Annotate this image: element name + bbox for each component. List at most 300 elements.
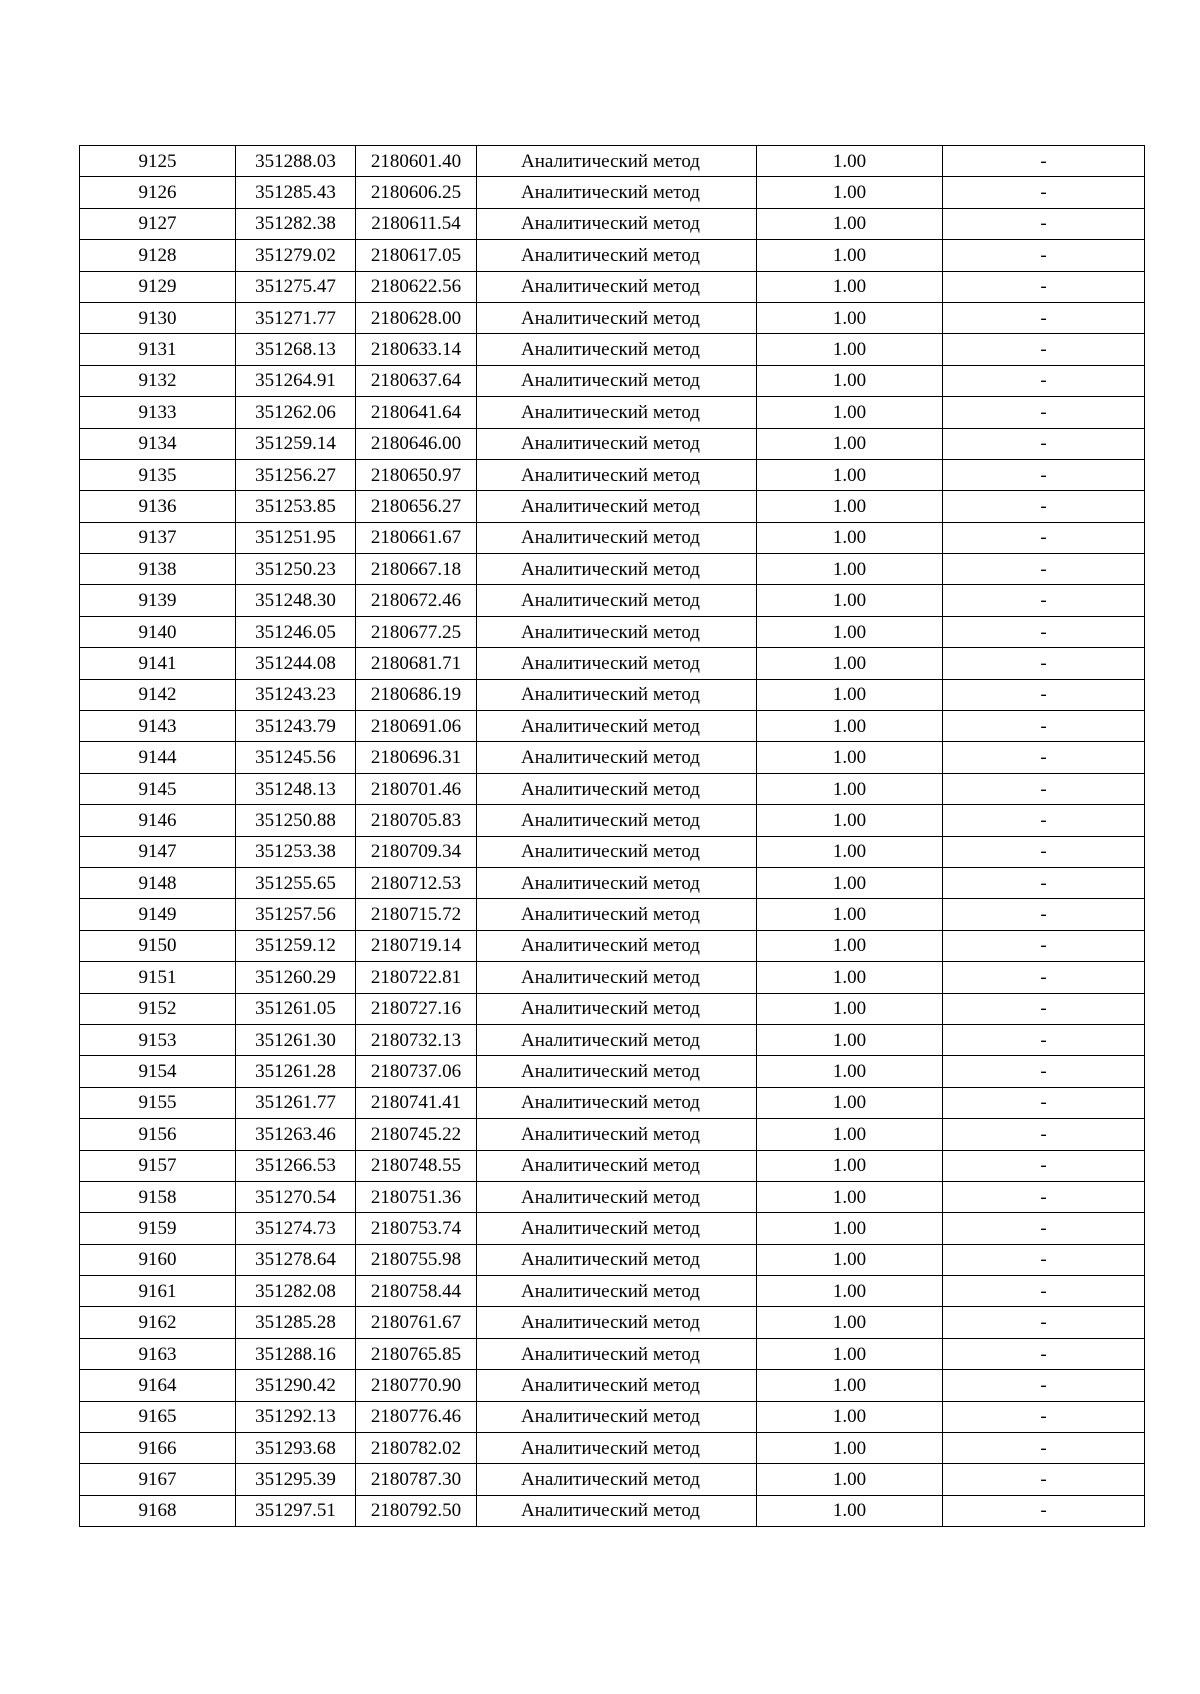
accuracy-cell: 1.00 xyxy=(757,491,943,522)
x-coordinate-cell: 351278.64 xyxy=(236,1244,356,1275)
point-number-cell: 9156 xyxy=(80,1119,236,1150)
description-cell: - xyxy=(943,1181,1145,1212)
y-coordinate-cell: 2180755.98 xyxy=(356,1244,477,1275)
x-coordinate-cell: 351285.43 xyxy=(236,177,356,208)
description-cell: - xyxy=(943,679,1145,710)
method-cell: Аналитический метод xyxy=(477,397,757,428)
accuracy-cell: 1.00 xyxy=(757,805,943,836)
x-coordinate-cell: 351250.88 xyxy=(236,805,356,836)
method-cell: Аналитический метод xyxy=(477,616,757,647)
method-cell: Аналитический метод xyxy=(477,1181,757,1212)
x-coordinate-cell: 351255.65 xyxy=(236,867,356,898)
table-row xyxy=(80,522,1145,553)
point-number-cell: 9143 xyxy=(80,711,236,742)
point-number-cell: 9129 xyxy=(80,271,236,302)
table-row xyxy=(80,899,1145,930)
description-cell: - xyxy=(943,491,1145,522)
x-coordinate-cell: 351248.13 xyxy=(236,773,356,804)
accuracy-cell: 1.00 xyxy=(757,648,943,679)
x-coordinate-cell: 351292.13 xyxy=(236,1401,356,1432)
y-coordinate-cell: 2180681.71 xyxy=(356,648,477,679)
method-cell: Аналитический метод xyxy=(477,428,757,459)
point-number-cell: 9164 xyxy=(80,1370,236,1401)
x-coordinate-cell: 351259.14 xyxy=(236,428,356,459)
accuracy-cell: 1.00 xyxy=(757,1338,943,1369)
description-cell: - xyxy=(943,648,1145,679)
method-cell: Аналитический метод xyxy=(477,208,757,239)
y-coordinate-cell: 2180696.31 xyxy=(356,742,477,773)
description-cell: - xyxy=(943,1150,1145,1181)
accuracy-cell: 1.00 xyxy=(757,1119,943,1150)
table-row xyxy=(80,836,1145,867)
accuracy-cell: 1.00 xyxy=(757,302,943,333)
accuracy-cell: 1.00 xyxy=(757,554,943,585)
method-cell: Аналитический метод xyxy=(477,1213,757,1244)
accuracy-cell: 1.00 xyxy=(757,585,943,616)
y-coordinate-cell: 2180712.53 xyxy=(356,867,477,898)
description-cell: - xyxy=(943,1433,1145,1464)
method-cell: Аналитический метод xyxy=(477,805,757,836)
method-cell: Аналитический метод xyxy=(477,554,757,585)
x-coordinate-cell: 351253.38 xyxy=(236,836,356,867)
x-coordinate-cell: 351261.05 xyxy=(236,993,356,1024)
description-cell: - xyxy=(943,993,1145,1024)
accuracy-cell: 1.00 xyxy=(757,334,943,365)
description-cell: - xyxy=(943,805,1145,836)
table-row xyxy=(80,302,1145,333)
point-number-cell: 9151 xyxy=(80,962,236,993)
x-coordinate-cell: 351259.12 xyxy=(236,930,356,961)
method-cell: Аналитический метод xyxy=(477,679,757,710)
x-coordinate-cell: 351253.85 xyxy=(236,491,356,522)
accuracy-cell: 1.00 xyxy=(757,1276,943,1307)
point-number-cell: 9159 xyxy=(80,1213,236,1244)
method-cell: Аналитический метод xyxy=(477,1244,757,1275)
method-cell: Аналитический метод xyxy=(477,1276,757,1307)
y-coordinate-cell: 2180701.46 xyxy=(356,773,477,804)
table-row xyxy=(80,805,1145,836)
x-coordinate-cell: 351274.73 xyxy=(236,1213,356,1244)
description-cell: - xyxy=(943,1244,1145,1275)
accuracy-cell: 1.00 xyxy=(757,962,943,993)
point-number-cell: 9137 xyxy=(80,522,236,553)
method-cell: Аналитический метод xyxy=(477,1087,757,1118)
point-number-cell: 9148 xyxy=(80,867,236,898)
description-cell: - xyxy=(943,742,1145,773)
description-cell: - xyxy=(943,1056,1145,1087)
method-cell: Аналитический метод xyxy=(477,365,757,396)
accuracy-cell: 1.00 xyxy=(757,616,943,647)
y-coordinate-cell: 2180606.25 xyxy=(356,177,477,208)
y-coordinate-cell: 2180667.18 xyxy=(356,554,477,585)
accuracy-cell: 1.00 xyxy=(757,899,943,930)
description-cell: - xyxy=(943,1276,1145,1307)
accuracy-cell: 1.00 xyxy=(757,1401,943,1432)
table-row xyxy=(80,1024,1145,1055)
accuracy-cell: 1.00 xyxy=(757,459,943,490)
y-coordinate-cell: 2180601.40 xyxy=(356,146,477,177)
table-row xyxy=(80,1464,1145,1495)
description-cell: - xyxy=(943,1119,1145,1150)
method-cell: Аналитический метод xyxy=(477,1433,757,1464)
point-number-cell: 9165 xyxy=(80,1401,236,1432)
accuracy-cell: 1.00 xyxy=(757,930,943,961)
accuracy-cell: 1.00 xyxy=(757,1181,943,1212)
point-number-cell: 9144 xyxy=(80,742,236,773)
point-number-cell: 9163 xyxy=(80,1338,236,1369)
point-number-cell: 9125 xyxy=(80,146,236,177)
y-coordinate-cell: 2180719.14 xyxy=(356,930,477,961)
accuracy-cell: 1.00 xyxy=(757,1024,943,1055)
accuracy-cell: 1.00 xyxy=(757,1087,943,1118)
method-cell: Аналитический метод xyxy=(477,1401,757,1432)
y-coordinate-cell: 2180770.90 xyxy=(356,1370,477,1401)
method-cell: Аналитический метод xyxy=(477,302,757,333)
point-number-cell: 9134 xyxy=(80,428,236,459)
point-number-cell: 9140 xyxy=(80,616,236,647)
x-coordinate-cell: 351290.42 xyxy=(236,1370,356,1401)
table-row xyxy=(80,240,1145,271)
table-row xyxy=(80,334,1145,365)
accuracy-cell: 1.00 xyxy=(757,1244,943,1275)
point-number-cell: 9135 xyxy=(80,459,236,490)
description-cell: - xyxy=(943,1087,1145,1118)
y-coordinate-cell: 2180758.44 xyxy=(356,1276,477,1307)
point-number-cell: 9166 xyxy=(80,1433,236,1464)
accuracy-cell: 1.00 xyxy=(757,522,943,553)
y-coordinate-cell: 2180765.85 xyxy=(356,1338,477,1369)
x-coordinate-cell: 351244.08 xyxy=(236,648,356,679)
x-coordinate-cell: 351268.13 xyxy=(236,334,356,365)
table-row xyxy=(80,554,1145,585)
accuracy-cell: 1.00 xyxy=(757,146,943,177)
y-coordinate-cell: 2180650.97 xyxy=(356,459,477,490)
method-cell: Аналитический метод xyxy=(477,1464,757,1495)
point-number-cell: 9131 xyxy=(80,334,236,365)
point-number-cell: 9158 xyxy=(80,1181,236,1212)
description-cell: - xyxy=(943,867,1145,898)
x-coordinate-cell: 351261.77 xyxy=(236,1087,356,1118)
description-cell: - xyxy=(943,428,1145,459)
table-row xyxy=(80,1150,1145,1181)
method-cell: Аналитический метод xyxy=(477,585,757,616)
method-cell: Аналитический метод xyxy=(477,773,757,804)
y-coordinate-cell: 2180686.19 xyxy=(356,679,477,710)
method-cell: Аналитический метод xyxy=(477,240,757,271)
description-cell: - xyxy=(943,1401,1145,1432)
description-cell: - xyxy=(943,585,1145,616)
point-number-cell: 9139 xyxy=(80,585,236,616)
method-cell: Аналитический метод xyxy=(477,1024,757,1055)
y-coordinate-cell: 2180705.83 xyxy=(356,805,477,836)
point-number-cell: 9153 xyxy=(80,1024,236,1055)
table-row xyxy=(80,1307,1145,1338)
y-coordinate-cell: 2180741.41 xyxy=(356,1087,477,1118)
y-coordinate-cell: 2180637.64 xyxy=(356,365,477,396)
description-cell: - xyxy=(943,522,1145,553)
table-row xyxy=(80,397,1145,428)
description-cell: - xyxy=(943,836,1145,867)
description-cell: - xyxy=(943,1370,1145,1401)
x-coordinate-cell: 351293.68 xyxy=(236,1433,356,1464)
table-row xyxy=(80,1056,1145,1087)
table-row xyxy=(80,1244,1145,1275)
method-cell: Аналитический метод xyxy=(477,648,757,679)
y-coordinate-cell: 2180672.46 xyxy=(356,585,477,616)
table-row xyxy=(80,208,1145,239)
method-cell: Аналитический метод xyxy=(477,1056,757,1087)
method-cell: Аналитический метод xyxy=(477,271,757,302)
x-coordinate-cell: 351256.27 xyxy=(236,459,356,490)
x-coordinate-cell: 351262.06 xyxy=(236,397,356,428)
x-coordinate-cell: 351282.08 xyxy=(236,1276,356,1307)
y-coordinate-cell: 2180715.72 xyxy=(356,899,477,930)
x-coordinate-cell: 351243.79 xyxy=(236,711,356,742)
method-cell: Аналитический метод xyxy=(477,1338,757,1369)
method-cell: Аналитический метод xyxy=(477,522,757,553)
description-cell: - xyxy=(943,302,1145,333)
table-row xyxy=(80,679,1145,710)
method-cell: Аналитический метод xyxy=(477,867,757,898)
accuracy-cell: 1.00 xyxy=(757,428,943,459)
table-row xyxy=(80,742,1145,773)
y-coordinate-cell: 2180622.56 xyxy=(356,271,477,302)
point-number-cell: 9168 xyxy=(80,1495,236,1526)
method-cell: Аналитический метод xyxy=(477,711,757,742)
method-cell: Аналитический метод xyxy=(477,1307,757,1338)
x-coordinate-cell: 351288.16 xyxy=(236,1338,356,1369)
y-coordinate-cell: 2180709.34 xyxy=(356,836,477,867)
table-row xyxy=(80,177,1145,208)
table-row xyxy=(80,146,1145,177)
point-number-cell: 9130 xyxy=(80,302,236,333)
table-row xyxy=(80,1370,1145,1401)
table-row xyxy=(80,1213,1145,1244)
accuracy-cell: 1.00 xyxy=(757,836,943,867)
y-coordinate-cell: 2180646.00 xyxy=(356,428,477,459)
x-coordinate-cell: 351248.30 xyxy=(236,585,356,616)
table-row xyxy=(80,616,1145,647)
description-cell: - xyxy=(943,711,1145,742)
table-body xyxy=(80,146,1145,1527)
point-number-cell: 9138 xyxy=(80,554,236,585)
x-coordinate-cell: 351271.77 xyxy=(236,302,356,333)
method-cell: Аналитический метод xyxy=(477,146,757,177)
y-coordinate-cell: 2180753.74 xyxy=(356,1213,477,1244)
point-number-cell: 9146 xyxy=(80,805,236,836)
accuracy-cell: 1.00 xyxy=(757,1056,943,1087)
method-cell: Аналитический метод xyxy=(477,334,757,365)
point-number-cell: 9150 xyxy=(80,930,236,961)
y-coordinate-cell: 2180656.27 xyxy=(356,491,477,522)
description-cell: - xyxy=(943,1213,1145,1244)
table-row xyxy=(80,1119,1145,1150)
description-cell: - xyxy=(943,208,1145,239)
table-row xyxy=(80,271,1145,302)
x-coordinate-cell: 351246.05 xyxy=(236,616,356,647)
y-coordinate-cell: 2180617.05 xyxy=(356,240,477,271)
accuracy-cell: 1.00 xyxy=(757,1433,943,1464)
point-number-cell: 9142 xyxy=(80,679,236,710)
point-number-cell: 9136 xyxy=(80,491,236,522)
accuracy-cell: 1.00 xyxy=(757,1150,943,1181)
accuracy-cell: 1.00 xyxy=(757,1213,943,1244)
point-number-cell: 9147 xyxy=(80,836,236,867)
table-row xyxy=(80,711,1145,742)
point-number-cell: 9127 xyxy=(80,208,236,239)
y-coordinate-cell: 2180737.06 xyxy=(356,1056,477,1087)
method-cell: Аналитический метод xyxy=(477,1119,757,1150)
y-coordinate-cell: 2180628.00 xyxy=(356,302,477,333)
description-cell: - xyxy=(943,554,1145,585)
method-cell: Аналитический метод xyxy=(477,930,757,961)
y-coordinate-cell: 2180727.16 xyxy=(356,993,477,1024)
point-number-cell: 9132 xyxy=(80,365,236,396)
table-row xyxy=(80,585,1145,616)
x-coordinate-cell: 351257.56 xyxy=(236,899,356,930)
description-cell: - xyxy=(943,899,1145,930)
x-coordinate-cell: 351260.29 xyxy=(236,962,356,993)
accuracy-cell: 1.00 xyxy=(757,1464,943,1495)
x-coordinate-cell: 351261.30 xyxy=(236,1024,356,1055)
x-coordinate-cell: 351245.56 xyxy=(236,742,356,773)
description-cell: - xyxy=(943,177,1145,208)
accuracy-cell: 1.00 xyxy=(757,365,943,396)
y-coordinate-cell: 2180745.22 xyxy=(356,1119,477,1150)
description-cell: - xyxy=(943,1464,1145,1495)
table-row xyxy=(80,1338,1145,1369)
point-number-cell: 9128 xyxy=(80,240,236,271)
x-coordinate-cell: 351261.28 xyxy=(236,1056,356,1087)
table-row xyxy=(80,648,1145,679)
description-cell: - xyxy=(943,240,1145,271)
description-cell: - xyxy=(943,1307,1145,1338)
method-cell: Аналитический метод xyxy=(477,993,757,1024)
table-row xyxy=(80,1181,1145,1212)
x-coordinate-cell: 351295.39 xyxy=(236,1464,356,1495)
y-coordinate-cell: 2180787.30 xyxy=(356,1464,477,1495)
y-coordinate-cell: 2180722.81 xyxy=(356,962,477,993)
description-cell: - xyxy=(943,365,1145,396)
x-coordinate-cell: 351285.28 xyxy=(236,1307,356,1338)
description-cell: - xyxy=(943,1495,1145,1526)
point-number-cell: 9149 xyxy=(80,899,236,930)
y-coordinate-cell: 2180633.14 xyxy=(356,334,477,365)
point-number-cell: 9157 xyxy=(80,1150,236,1181)
point-number-cell: 9154 xyxy=(80,1056,236,1087)
table-row xyxy=(80,1276,1145,1307)
accuracy-cell: 1.00 xyxy=(757,177,943,208)
method-cell: Аналитический метод xyxy=(477,962,757,993)
y-coordinate-cell: 2180776.46 xyxy=(356,1401,477,1432)
table-row xyxy=(80,1401,1145,1432)
x-coordinate-cell: 351264.91 xyxy=(236,365,356,396)
point-number-cell: 9152 xyxy=(80,993,236,1024)
x-coordinate-cell: 351288.03 xyxy=(236,146,356,177)
accuracy-cell: 1.00 xyxy=(757,993,943,1024)
description-cell: - xyxy=(943,930,1145,961)
description-cell: - xyxy=(943,1024,1145,1055)
point-number-cell: 9162 xyxy=(80,1307,236,1338)
point-number-cell: 9167 xyxy=(80,1464,236,1495)
x-coordinate-cell: 351266.53 xyxy=(236,1150,356,1181)
y-coordinate-cell: 2180677.25 xyxy=(356,616,477,647)
table-row xyxy=(80,428,1145,459)
y-coordinate-cell: 2180732.13 xyxy=(356,1024,477,1055)
table-row xyxy=(80,365,1145,396)
accuracy-cell: 1.00 xyxy=(757,679,943,710)
description-cell: - xyxy=(943,271,1145,302)
y-coordinate-cell: 2180761.67 xyxy=(356,1307,477,1338)
point-number-cell: 9161 xyxy=(80,1276,236,1307)
x-coordinate-cell: 351275.47 xyxy=(236,271,356,302)
table-row xyxy=(80,773,1145,804)
method-cell: Аналитический метод xyxy=(477,836,757,867)
description-cell: - xyxy=(943,1338,1145,1369)
accuracy-cell: 1.00 xyxy=(757,742,943,773)
table-row xyxy=(80,930,1145,961)
accuracy-cell: 1.00 xyxy=(757,867,943,898)
method-cell: Аналитический метод xyxy=(477,177,757,208)
accuracy-cell: 1.00 xyxy=(757,773,943,804)
point-number-cell: 9133 xyxy=(80,397,236,428)
accuracy-cell: 1.00 xyxy=(757,397,943,428)
method-cell: Аналитический метод xyxy=(477,899,757,930)
point-number-cell: 9155 xyxy=(80,1087,236,1118)
table-row xyxy=(80,1495,1145,1526)
description-cell: - xyxy=(943,397,1145,428)
accuracy-cell: 1.00 xyxy=(757,1307,943,1338)
accuracy-cell: 1.00 xyxy=(757,1370,943,1401)
x-coordinate-cell: 351279.02 xyxy=(236,240,356,271)
accuracy-cell: 1.00 xyxy=(757,208,943,239)
table-row xyxy=(80,1087,1145,1118)
y-coordinate-cell: 2180782.02 xyxy=(356,1433,477,1464)
method-cell: Аналитический метод xyxy=(477,491,757,522)
description-cell: - xyxy=(943,616,1145,647)
description-cell: - xyxy=(943,146,1145,177)
x-coordinate-cell: 351270.54 xyxy=(236,1181,356,1212)
description-cell: - xyxy=(943,962,1145,993)
y-coordinate-cell: 2180792.50 xyxy=(356,1495,477,1526)
method-cell: Аналитический метод xyxy=(477,1495,757,1526)
accuracy-cell: 1.00 xyxy=(757,240,943,271)
y-coordinate-cell: 2180691.06 xyxy=(356,711,477,742)
accuracy-cell: 1.00 xyxy=(757,711,943,742)
x-coordinate-cell: 351263.46 xyxy=(236,1119,356,1150)
point-number-cell: 9141 xyxy=(80,648,236,679)
point-number-cell: 9145 xyxy=(80,773,236,804)
description-cell: - xyxy=(943,459,1145,490)
table-row xyxy=(80,491,1145,522)
y-coordinate-cell: 2180748.55 xyxy=(356,1150,477,1181)
method-cell: Аналитический метод xyxy=(477,1150,757,1181)
method-cell: Аналитический метод xyxy=(477,1370,757,1401)
table-row xyxy=(80,459,1145,490)
table-row xyxy=(80,993,1145,1024)
x-coordinate-cell: 351297.51 xyxy=(236,1495,356,1526)
accuracy-cell: 1.00 xyxy=(757,1495,943,1526)
table-row xyxy=(80,1433,1145,1464)
y-coordinate-cell: 2180641.64 xyxy=(356,397,477,428)
x-coordinate-cell: 351251.95 xyxy=(236,522,356,553)
y-coordinate-cell: 2180661.67 xyxy=(356,522,477,553)
method-cell: Аналитический метод xyxy=(477,742,757,773)
x-coordinate-cell: 351282.38 xyxy=(236,208,356,239)
accuracy-cell: 1.00 xyxy=(757,271,943,302)
coordinates-table xyxy=(79,145,1145,1527)
table-row xyxy=(80,867,1145,898)
